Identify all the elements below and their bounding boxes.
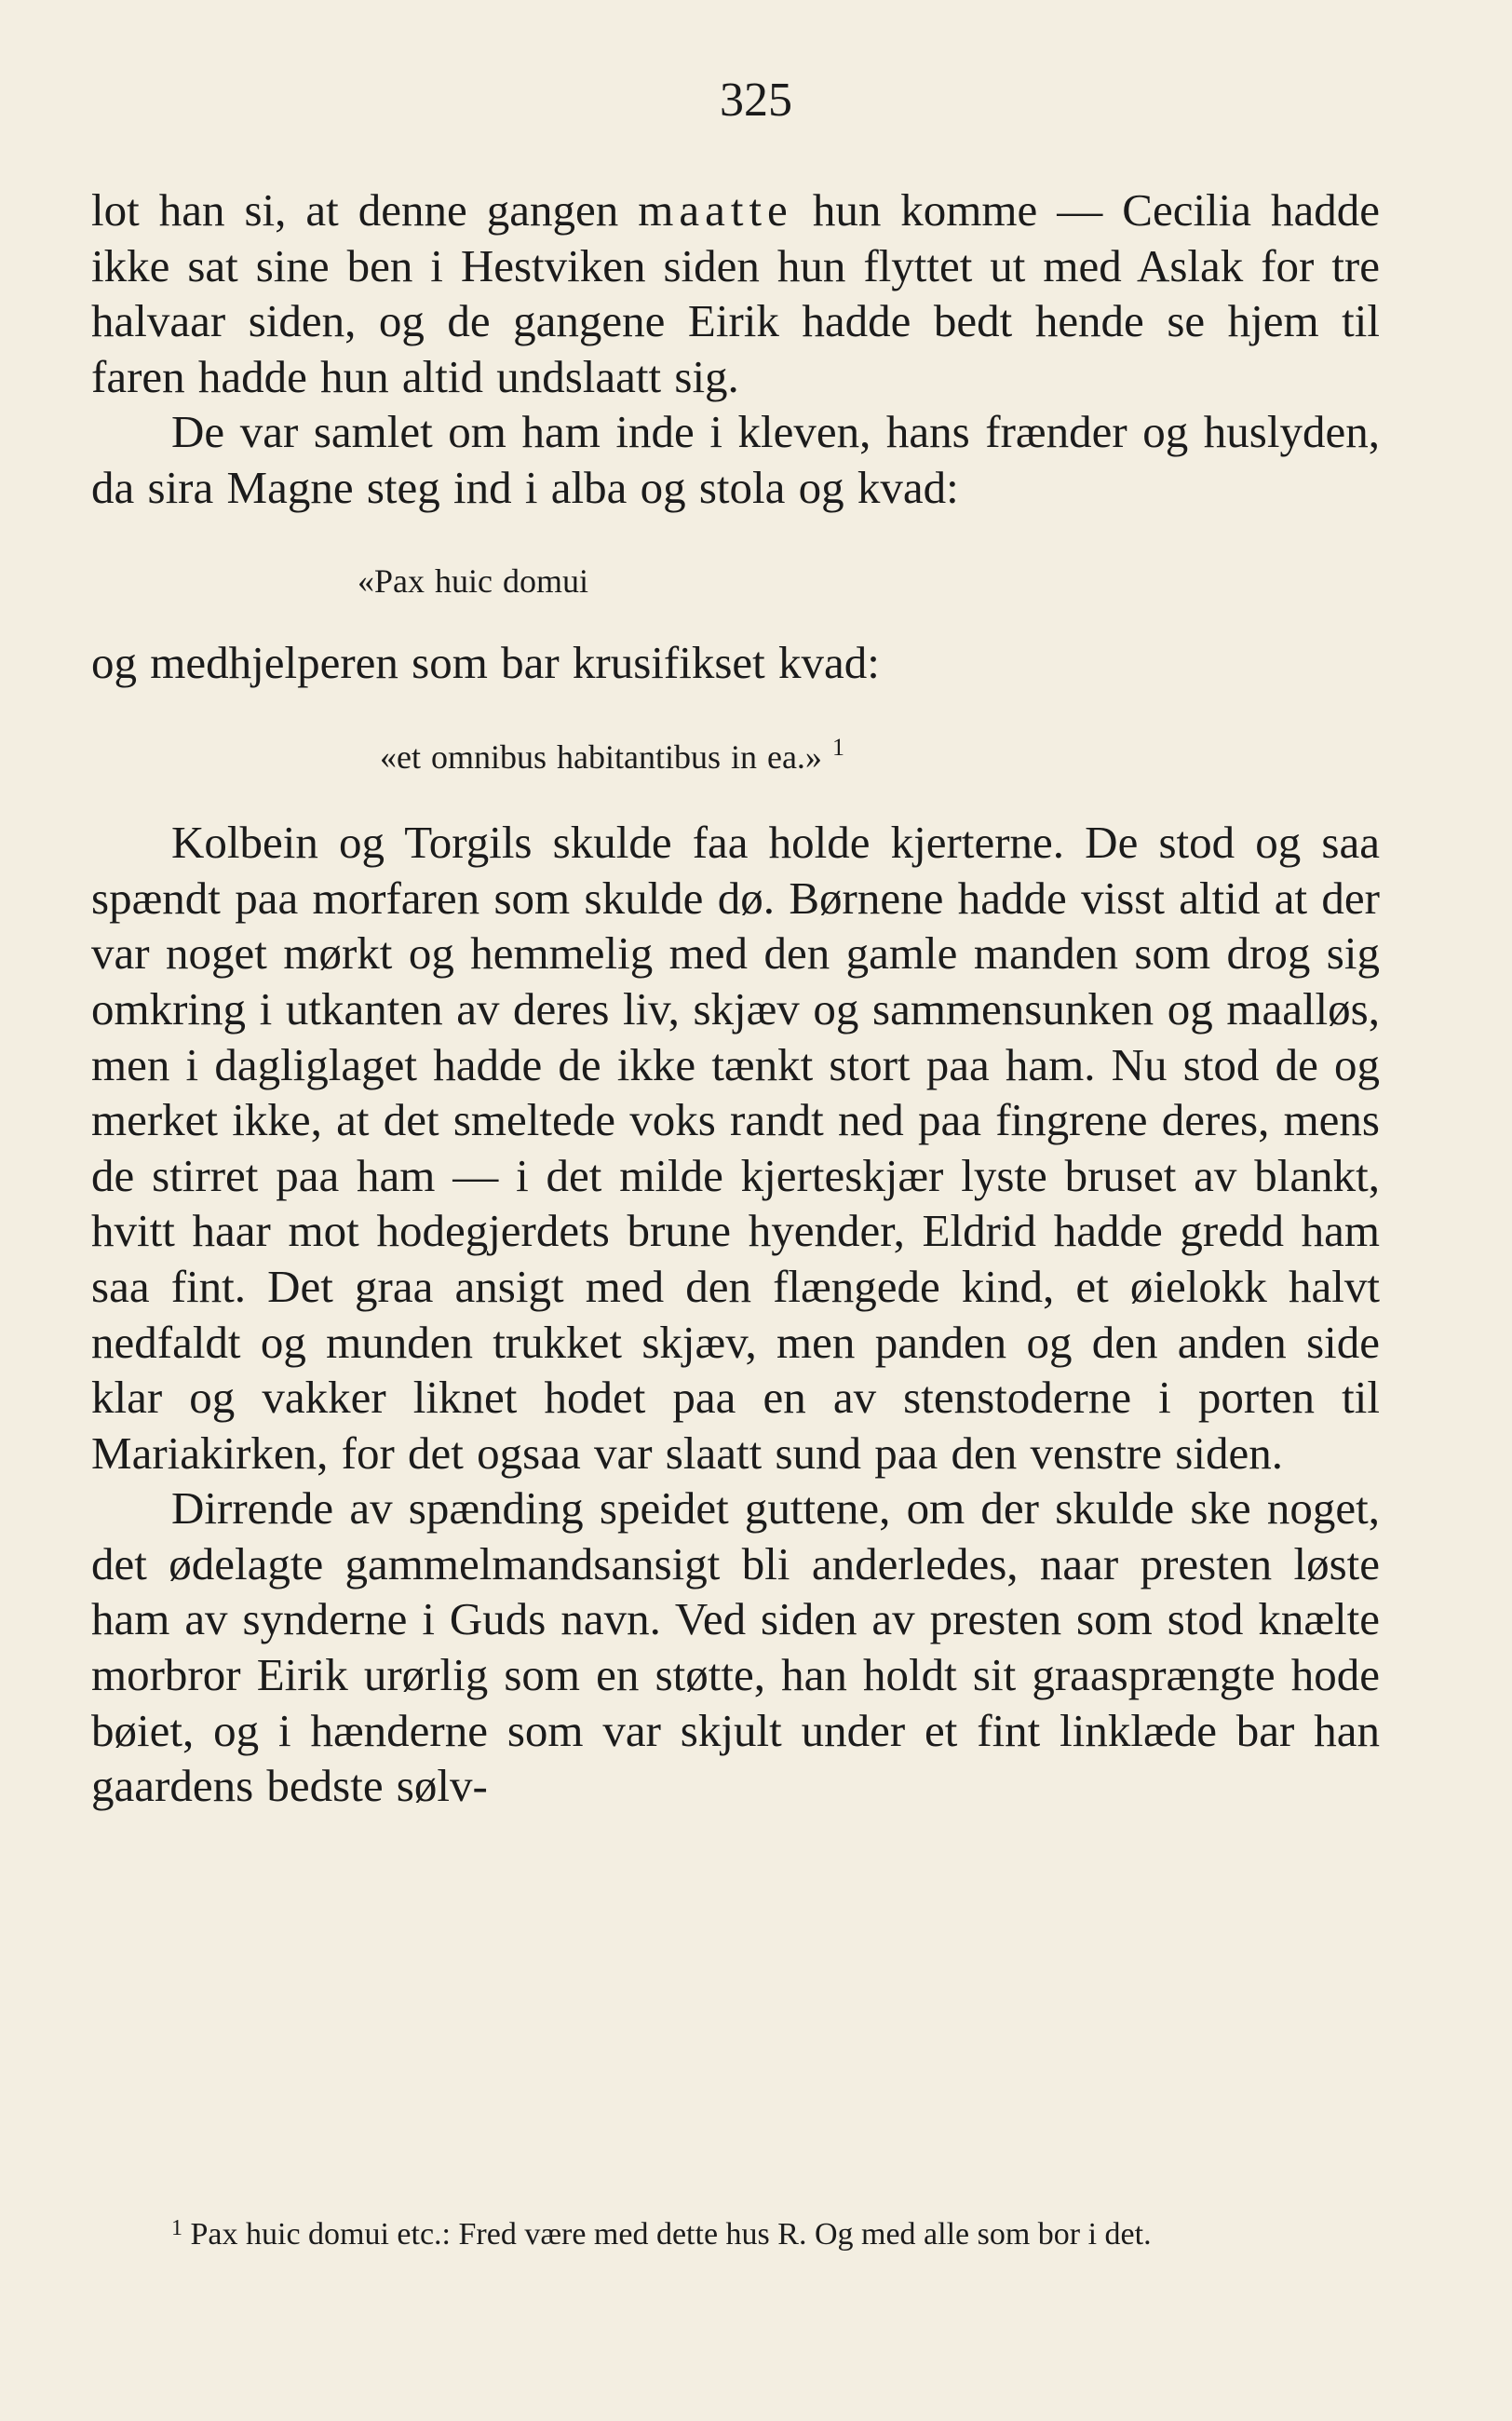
paragraph-1-end: hun komme — Cecilia hadde ikke sat sine ben i Hestviken siden hun flyttet ut med Aslak for tre halvaar siden, og de gangene Eirik hadde bedt hende se hjem til faren hadde hun altid undslaatt sig. <box>91 184 1381 402</box>
footnote-reference: 1 <box>831 734 844 762</box>
footnote-text: Pax huic domui etc.: Fred være med dette hus R. Og med alle som bor i det. <box>190 2217 1152 2252</box>
paragraph-5: Dirrende av spænding speidet guttene, om der skulde ske noget, det ødelagte gammelmandsansigt bli anderledes, naar presten løste ham av synderne i Guds navn. Ved siden av presten som stod knælte morbror Eirik urørlig som en støtte, han holdt sit graasprængte hode bøiet, og i hænderne som var skjult under et fint linklæde bar han gaardens bedste sølv- <box>91 1482 1380 1812</box>
paragraph-1 <box>91 183 1380 404</box>
emphasized-word: maatte <box>638 184 793 236</box>
latin-quote-1: «Pax huic domui <box>358 561 588 600</box>
latin-quote-2 <box>91 690 1380 815</box>
body-text <box>91 183 1380 1814</box>
paragraph-3: og medhjelperen som bar krusifikset kvad: <box>91 636 880 688</box>
footnote <box>91 2214 1380 2255</box>
paragraph-4: Kolbein og Torgils skulde faa holde kjerterne. De stod og saa spændt paa morfaren som skulde dø. Børnene hadde visst altid at der var noget mørkt og hemmelig med den gamle manden som drog sig omkring i utkanten av deres liv, skjæv og sammensunken og maalløs, men i dagliglaget hadde de ikke tænkt stort paa ham. Nu stod de og merket ikke, at det smeltede voks randt ned paa fingrene deres, mens de stirret paa ham — i det milde kjerteskjær lyste bruset av blankt, hvitt haar mot hodegjerdets brune hyender, Eldrid hadde gredd ham saa fint. Det graa ansigt med den flængede kind, et øielokk halvt nedfaldt og munden trukket skjæv, men panden og den anden side klar og vakker liknet hodet paa en av stenstoderne i porten til Mariakirken, for det ogsaa var slaatt sund paa den venstre siden. <box>91 817 1380 1479</box>
footnote-mark: 1 <box>171 2216 182 2240</box>
paragraph-2: De var samlet om ham inde i kleven, hans frænder og huslyden, da sira Magne steg ind i alba og stola og kvad: <box>91 406 1380 513</box>
page-number: 325 <box>720 74 792 127</box>
latin-quote-2-text: «et omnibus habitantibus in ea.» <box>380 738 822 777</box>
paragraph-1-start: lot han si, at denne gangen <box>91 184 619 236</box>
